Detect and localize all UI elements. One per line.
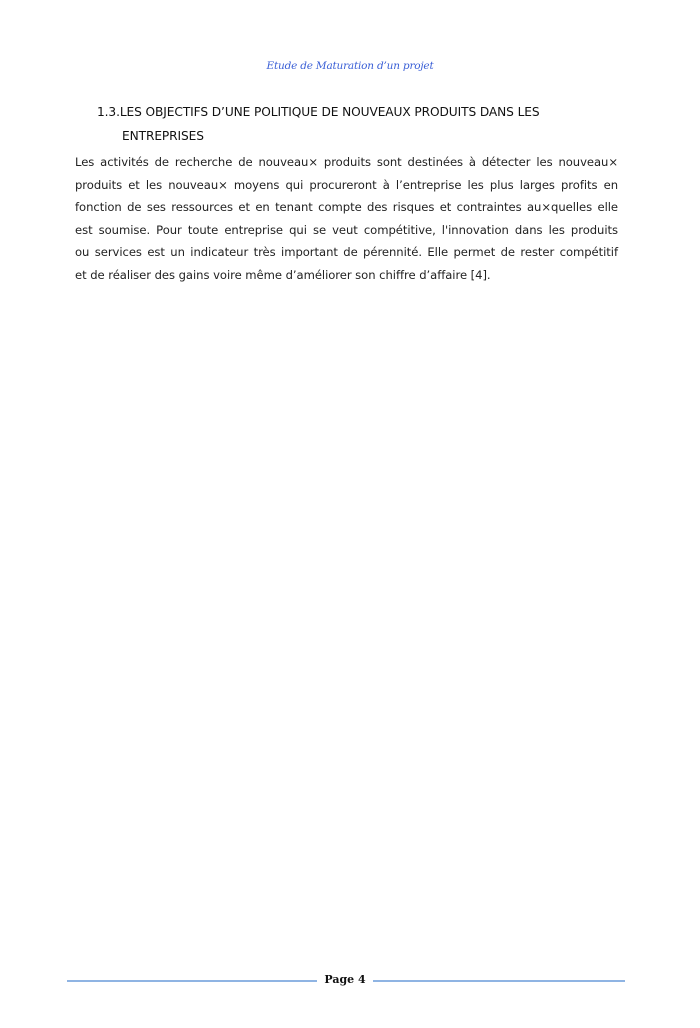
section-heading-line-1: 1.3.LES OBJECTIFS D’UNE POLITIQUE DE NOUVEAUX PRODUITS DANS LES <box>97 105 540 119</box>
running-header: Etude de Maturation d’un projet <box>266 60 434 72</box>
paragraph-line: ou services est un indicateur très important de pérennité. Elle permet de rester compétitif <box>75 245 618 260</box>
paragraph-line: fonction de ses ressources et en tenant compte des risques et contraintes au×quelles elle <box>75 200 618 215</box>
paragraph-line: produits et les nouveau× moyens qui procureront à l’entreprise les plus larges profits en <box>75 177 618 192</box>
footer-rule-left <box>67 980 317 982</box>
footer-rule-right <box>373 980 625 982</box>
paragraph-line: Les activités de recherche de nouveau× produits sont destinées à détecter les nouveau× <box>75 155 618 169</box>
paragraph-line: et de réaliser des gains voire même d’améliorer son chiffre d’affaire [4]. <box>75 267 491 282</box>
section-heading <box>97 100 617 148</box>
body-paragraph <box>75 151 618 287</box>
paragraph-line: est soumise. Pour toute entreprise qui se veut compétitive, l'innovation dans les produits <box>75 222 618 237</box>
page-number: Page 4 <box>324 973 366 986</box>
section-heading-line-2: ENTREPRISES <box>122 129 204 143</box>
